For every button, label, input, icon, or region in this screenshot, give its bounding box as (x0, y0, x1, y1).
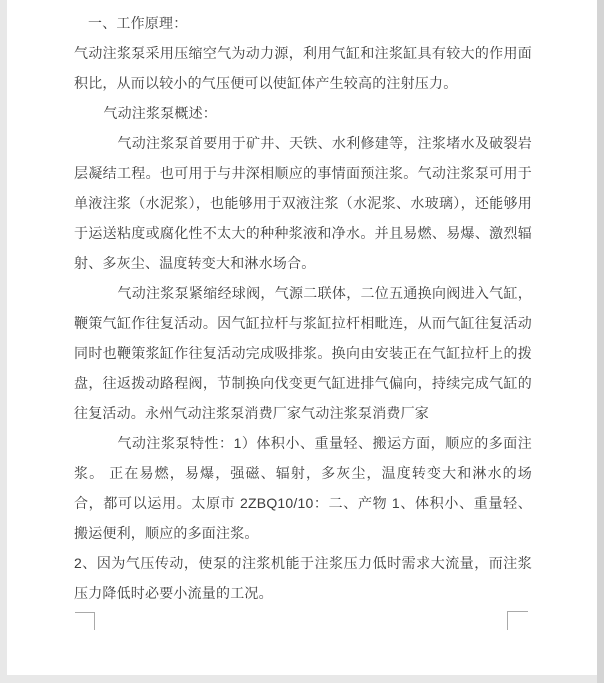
paragraph-4: 气动注浆泵首要用于矿井、天铁、水利修建等，注浆堵水及破裂岩层凝结工程。也可用于与井深相顺应的事情面预注浆。气动注浆泵可用于单液注浆（水泥浆），也能够用于双液注浆（水泥浆、水玻璃），还能够用于运送粘度或腐化性不太大的种种浆液和净水。并且易燃、易爆、激烈辐射、多灰尘、温度转变大和淋水场合。 (74, 135, 532, 271)
window-gutter-bottom (7, 675, 597, 683)
document-text-body[interactable] (74, 2, 532, 608)
window-gutter-left (0, 0, 7, 683)
bottom-right-margin-mark (507, 611, 528, 630)
paragraph-2: 气动注浆泵采用压缩空气为动力源，利用气缸和注浆缸具有较大的作用面积比，从而以较小的气压便可以使缸体产生较高的注射压力。 (74, 45, 532, 91)
paragraph-1: 一、工作原理： (88, 15, 188, 31)
bottom-left-margin-mark (75, 612, 95, 630)
paragraph-6: 气动注浆泵特性：1）体积小、重量轻、搬运方面，顺应的多面注浆。 正在易燃，易爆，强磁、辐射，多灰尘，温度转变大和淋水的场合，都可以运用。太原市 2ZBQ10/10：二、产物 1、体积小、重量轻、搬运便利，顺应的多面注浆。 (74, 435, 532, 541)
paragraph-5: 气动注浆泵紧缩经球阀，气源二联体，二位五通换向阀进入气缸，鞭策气缸作往复活动。因气缸拉杆与浆缸拉杆相毗连，从而气缸往复活动同时也鞭策浆缸作往复活动完成吸排浆。换向由安装正在气缸拉杆上的拨盘，往返拨动路程阀，节制换向伐变更气缸进排气偏向，持续完成气缸的往复活动。永州气动注浆泵消费厂家气动注浆泵消费厂家 (74, 285, 532, 421)
window-gutter-right (597, 0, 604, 683)
paragraph-3: 气动注浆泵概述： (103, 105, 217, 121)
paragraph-7: 2、因为气压传动，使泵的注浆机能于注浆压力低时需求大流量，而注浆压力降低时必要小流量的工况。 (74, 555, 532, 601)
